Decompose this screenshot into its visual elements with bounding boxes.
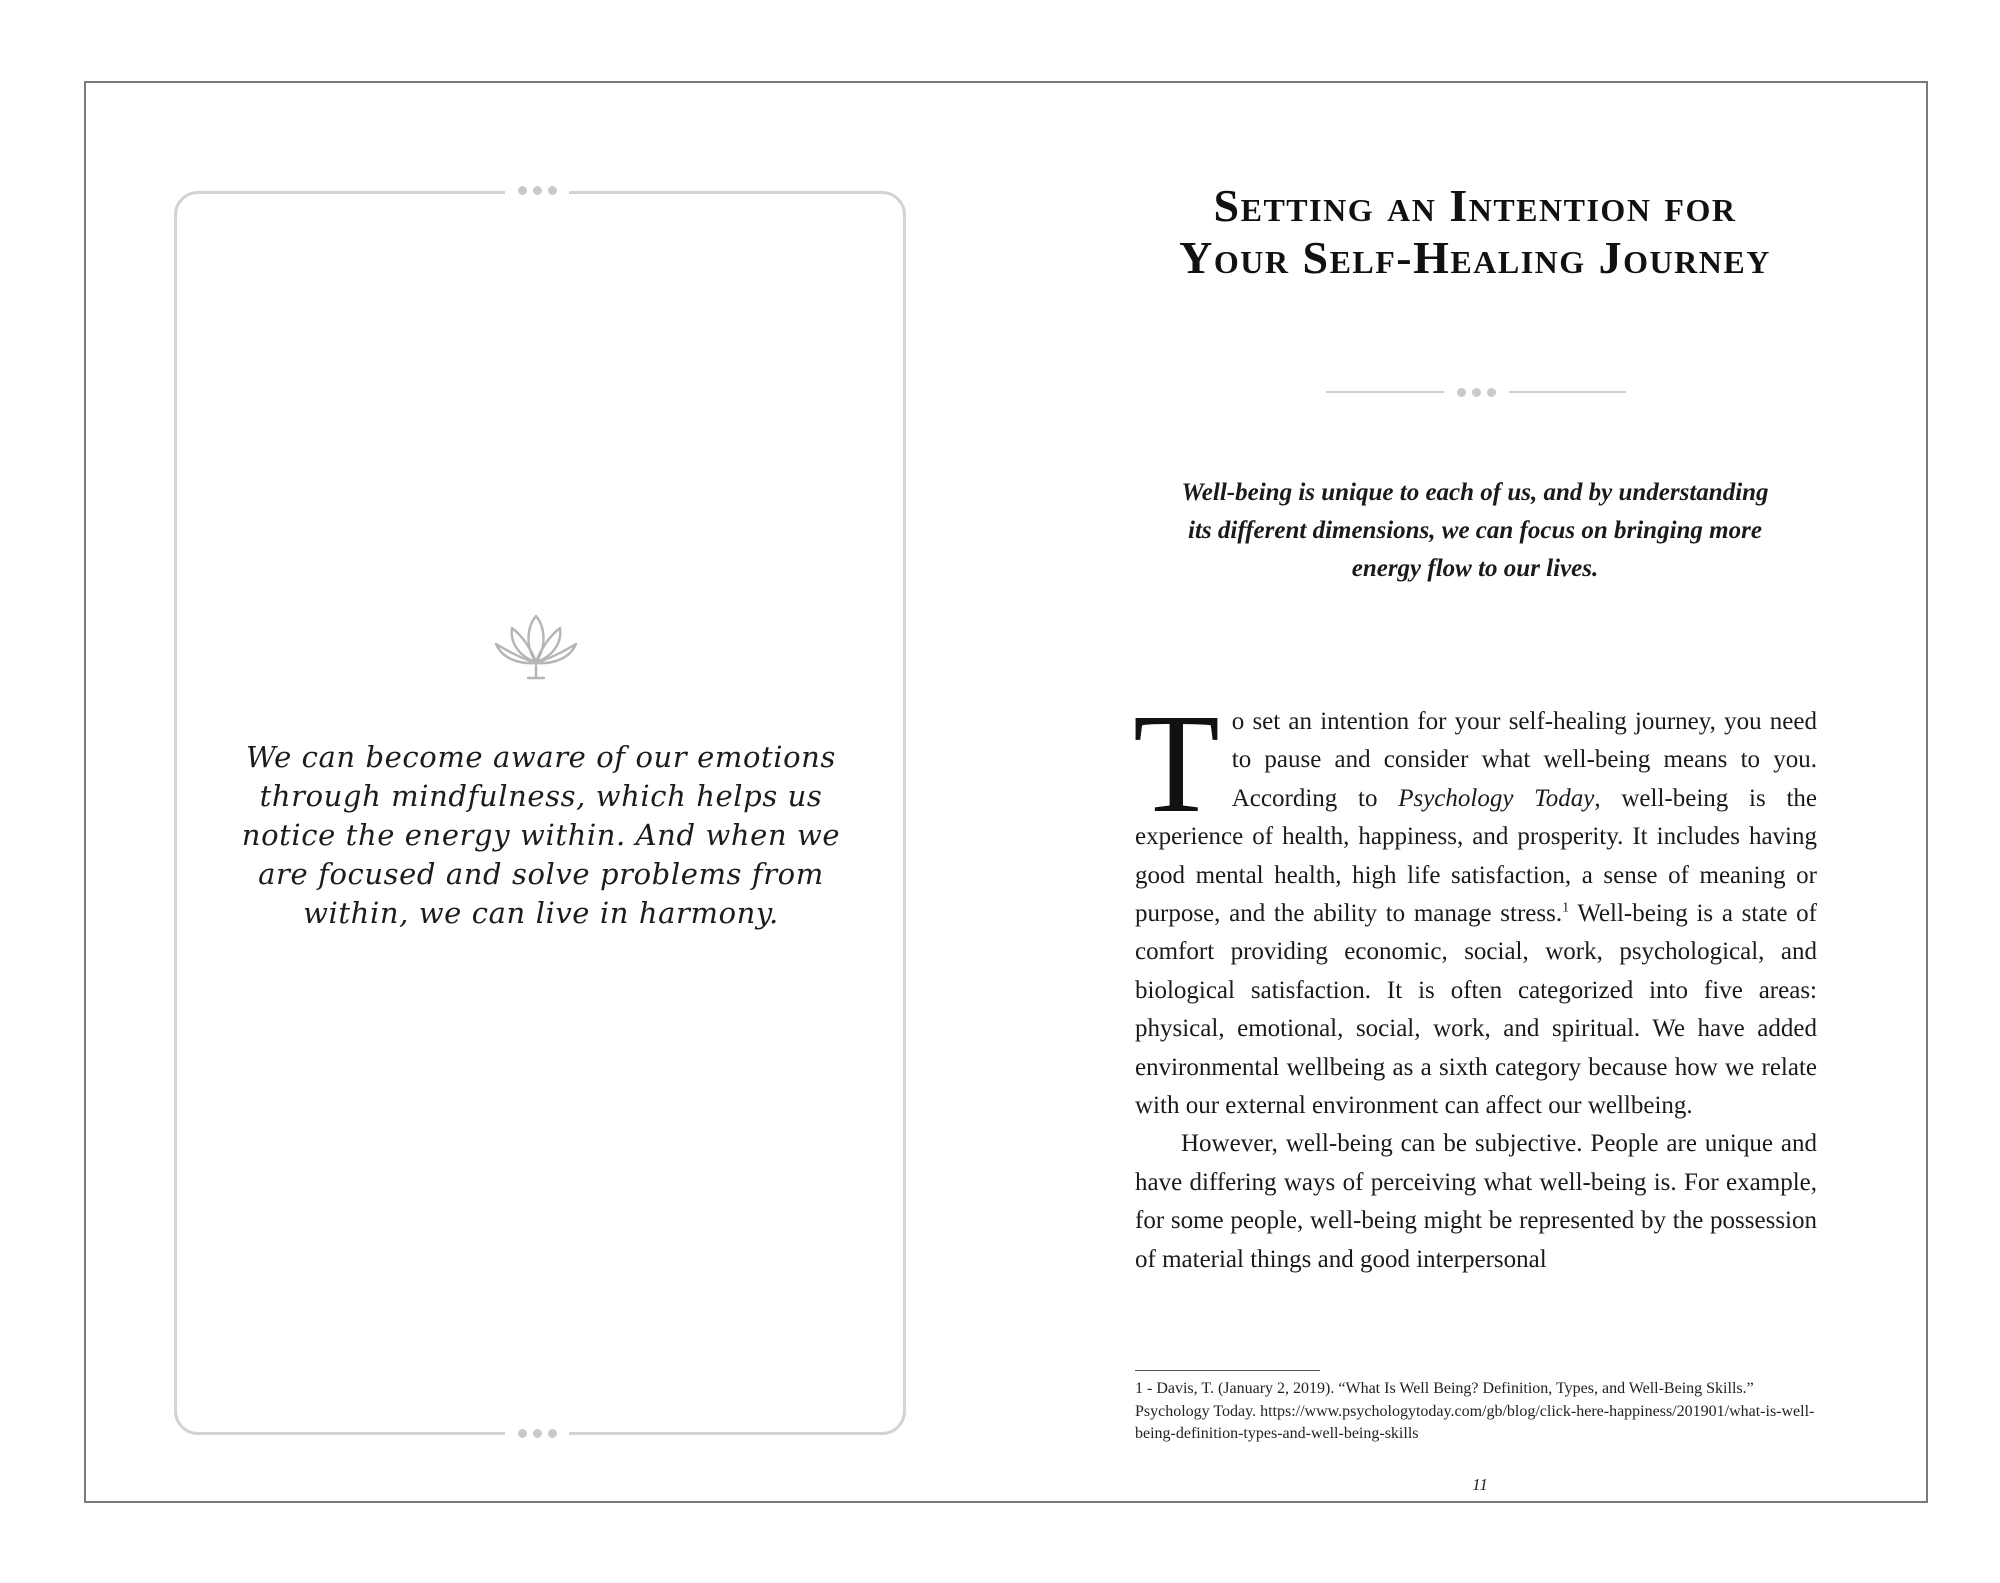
title-divider [1326, 384, 1626, 400]
left-page-quote: We can become aware of our emotions through mindfulness, which helps us notice the energy within. And when we are focused and solve problems from within, we can live in harmony. [241, 740, 841, 930]
chapter-title: Setting an Intention for Your Self-Healing Journey [1179, 180, 1771, 283]
paragraph-1-text-c: Well-being is a state of comfort providing economic, social, work, psychological, and biological satisfaction. It is often categorized into five areas: physical, emotional, social, work, and spiritual. We have added environmental wellbeing as a sixth category because how we relate with our external environment can affect our wellbeing. [1135, 900, 1817, 1120]
paragraph-1-text-b: , well-being is the experience of health, happiness, and prosperity. It includes having good mental health, high life satisfaction, a sense of meaning or purpose, and the ability to manage stress. [1135, 784, 1817, 928]
paragraph-1-text-a: o set an intention for your self-healing journey, you need to pause and consider what well-being means to you. According to [1231, 708, 1817, 812]
epigraph: Well-being is unique to each of us, and by understanding its different dimensions, we can focus on bringing more energy flow to our lives. [1181, 479, 1769, 582]
body-text [1133, 684, 1817, 1279]
footnote-ref[interactable]: 1 [1562, 900, 1570, 916]
page-number: 11 [1472, 1475, 1488, 1494]
card-top-ornament-icon [505, 182, 569, 198]
title-ornament-icon [1444, 384, 1509, 400]
publication-name: Psychology Today [1398, 784, 1595, 812]
paragraph-2: However, well-being can be subjective. People are unique and have differing ways of perceiving what well-being is. For example, for some people, well-being might be represented by the possession of material things and good interpersonal [1135, 1130, 1817, 1273]
lotus-icon [490, 610, 582, 684]
footnote: 1 - Davis, T. (January 2, 2019). “What Is Well Being? Definition, Types, and Well-Being Skills.” Psychology Today. https://www.psychologytoday.com/gb/blog/click-here-happiness/201901/what-is-well-being-definition-types-and-well-being-skills [1135, 1380, 1815, 1442]
drop-cap: T [1133, 684, 1220, 842]
paragraph-1 [1133, 684, 1817, 1125]
card-bottom-ornament-icon [505, 1425, 569, 1441]
footnote-divider [1135, 1370, 1320, 1371]
